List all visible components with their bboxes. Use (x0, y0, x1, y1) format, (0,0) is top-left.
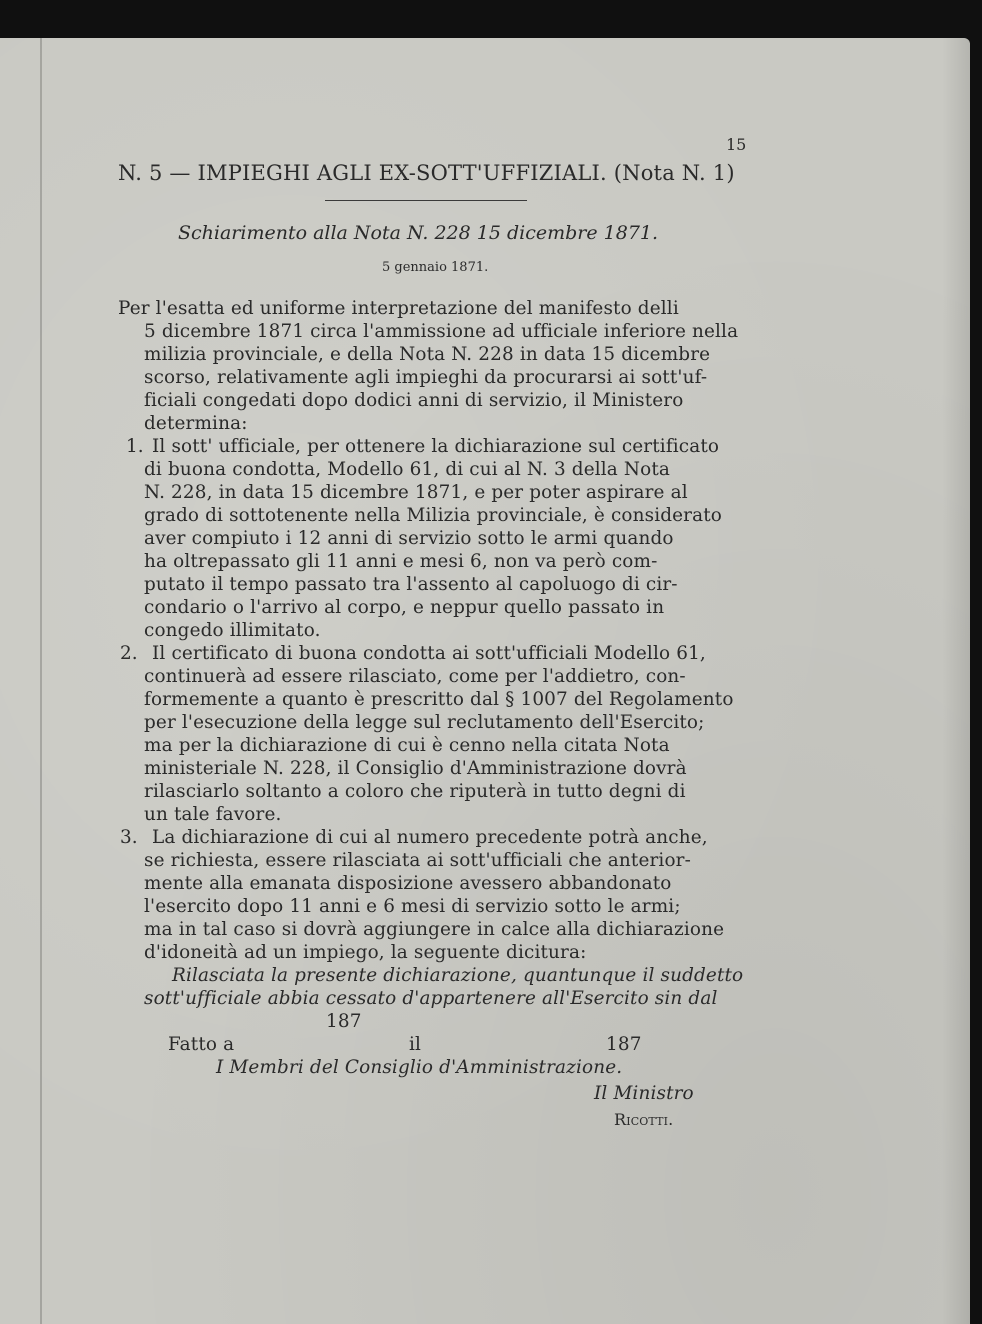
fatto-year: 187 (606, 1034, 642, 1055)
item-number: 1. (126, 436, 144, 457)
intro-line: 5 dicembre 1871 circa l'ammissione ad ufficiale inferiore nella (144, 321, 739, 342)
fatto-label: Fatto a (168, 1034, 235, 1055)
item-number: 2. (120, 643, 138, 664)
item-line: grado di sottotenente nella Milizia provinciale, è considerato (144, 505, 722, 526)
council-signature: I Membri del Consiglio d'Amministrazione. (216, 1057, 623, 1078)
item-line: un tale favore. (144, 804, 282, 825)
item-line: di buona condotta, Modello 61, di cui al N. 3 della Nota (144, 459, 671, 480)
item-line: N. 228, in data 15 dicembre 1871, e per poter aspirare al (144, 482, 688, 503)
intro-line: scorso, relativamente agli impieghi da procurarsi ai sott'uf- (144, 367, 708, 388)
intro-line: Per l'esatta ed uniforme interpretazione del manifesto delli (118, 298, 679, 319)
item-line: ma per la dichiarazione di cui è cenno nella citata Nota (144, 735, 670, 756)
item-line: per l'esecuzione della legge sul reclutamento dell'Esercito; (144, 712, 705, 733)
intro-line: determina: (144, 413, 248, 434)
item-line: ma in tal caso si dovrà aggiungere in calce alla dichiarazione (144, 919, 725, 940)
item-line: aver compiuto i 12 anni di servizio sotto le armi quando (144, 528, 674, 549)
item-line: La dichiarazione di cui al numero precedente potrà anche, (152, 827, 708, 848)
section-heading: N. 5 — IMPIEGHI AGLI EX-SOTT'UFFIZIALI. (Nota N. 1) (118, 161, 735, 185)
item-line: condario o l'arrivo al corpo, e neppur quello passato in (144, 597, 665, 618)
item-line: l'esercito dopo 11 anni e 6 mesi di servizio sotto le armi; (144, 896, 681, 917)
item-line: mente alla emanata disposizione avessero abbandonato (144, 873, 672, 894)
item-line: putato il tempo passato tra l'assento al capoluogo di cir- (144, 574, 678, 595)
item-line: congedo illimitato. (144, 620, 321, 641)
page-fold-line (40, 38, 42, 1324)
item-line: d'idoneità ad un impiego, la seguente dicitura: (144, 942, 587, 963)
intro-line: ficiali congedati dopo dodici anni di servizio, il Ministero (144, 390, 684, 411)
item-line: se richiesta, essere rilasciata ai sott'ufficiali che anterior- (144, 850, 691, 871)
formula-line: Rilasciata la presente dichiarazione, quantunque il suddetto (172, 965, 744, 986)
item-line: Il certificato di buona condotta ai sott'ufficiali Modello 61, (152, 643, 706, 664)
page-edge-shadow (942, 38, 970, 1324)
item-line: Il sott' ufficiale, per ottenere la dichiarazione sul certificato (152, 436, 720, 457)
minister-name: Ricotti. (614, 1110, 674, 1129)
item-line: rilasciarlo soltanto a coloro che riputerà in tutto degni di (144, 781, 686, 802)
formula-line: sott'ufficiale abbia cessato d'appartenere all'Esercito sin dal (144, 988, 718, 1009)
section-date: 5 gennaio 1871. (382, 260, 489, 275)
item-number: 3. (120, 827, 138, 848)
minister-title: Il Ministro (594, 1083, 694, 1104)
item-line: ha oltrepassato gli 11 anni e mesi 6, non va però com- (144, 551, 658, 572)
heading-rule (325, 200, 527, 201)
fatto-il: il (409, 1034, 422, 1055)
item-line: continuerà ad essere rilasciato, come per l'addietro, con- (144, 666, 686, 687)
page-number: 15 (726, 135, 747, 154)
intro-line: milizia provinciale, e della Nota N. 228 in data 15 dicembre (144, 344, 711, 365)
item-line: formemente a quanto è prescritto dal § 1007 del Regolamento (144, 689, 734, 710)
formula-year: 187 (326, 1011, 362, 1032)
item-line: ministeriale N. 228, il Consiglio d'Amministrazione dovrà (144, 758, 687, 779)
section-subtitle: Schiarimento alla Nota N. 228 15 dicembre 1871. (178, 222, 659, 244)
